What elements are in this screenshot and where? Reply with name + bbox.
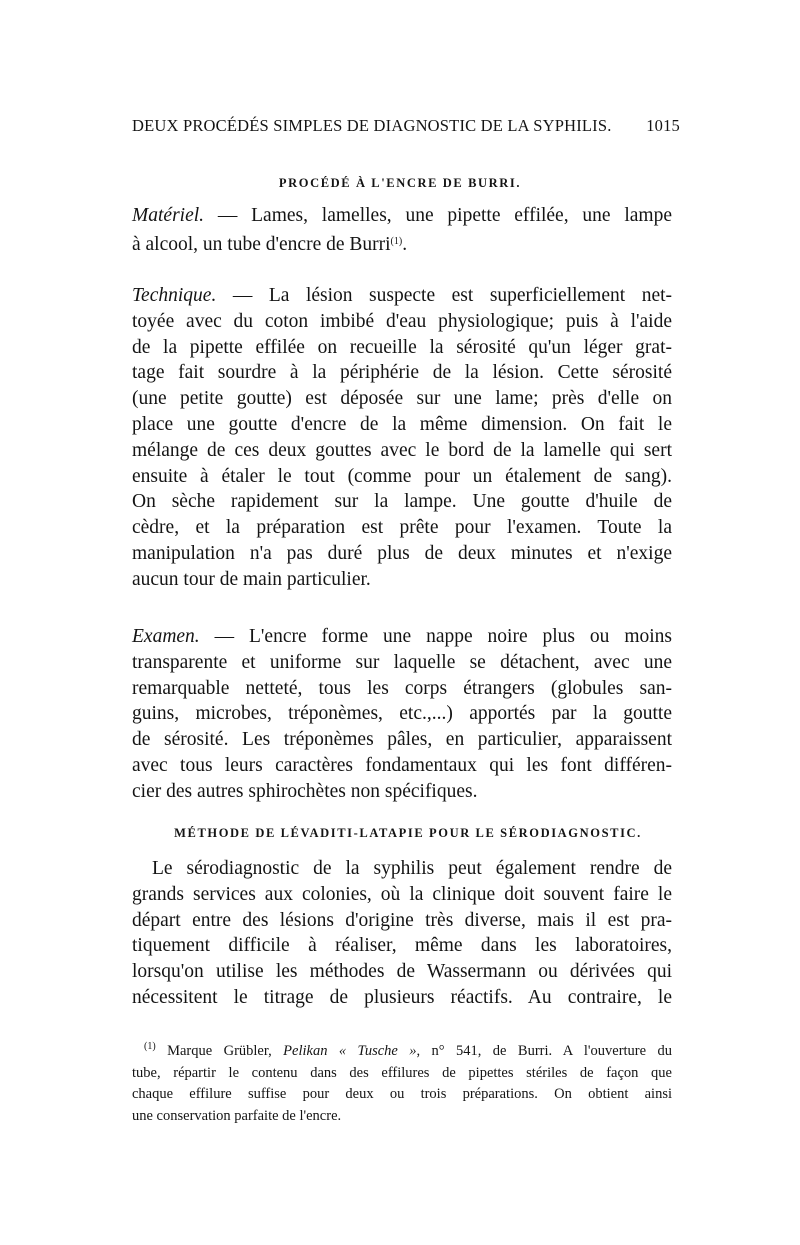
page-number: 1015 — [646, 116, 680, 135]
text-line: On sèche rapidement sur la lampe. Une goutte d'huile de — [132, 491, 672, 513]
examen-label: Examen. — [132, 626, 200, 647]
section-title-levaditi: MÉTHODE DE LÉVADITI-LATAPIE POUR LE SÉRODIAGNOSTIC. — [174, 826, 642, 840]
footnote-ref: (1) — [390, 235, 403, 247]
footnote-line: tube, répartir le contenu dans des effilures de pipettes stériles de façon que — [132, 1064, 672, 1081]
text-line: remarquable netteté, tous les corps étrangers (globules san- — [132, 677, 672, 699]
footnote-line — [132, 1036, 672, 1063]
text-line: avec tous leurs caractères fondamentaux qui les font différen- — [132, 754, 672, 776]
text-line: manipulation n'a pas duré plus de deux minutes et n'exige — [132, 542, 672, 564]
technique-label: Technique. — [132, 285, 217, 306]
text-line: guins, microbes, tréponèmes, etc.,...) apportés par la goutte — [132, 703, 672, 725]
footnote — [132, 1036, 672, 1127]
footnote-line: une conservation parfaite de l'encre. — [132, 1107, 342, 1124]
materiel-end: . — [402, 233, 408, 255]
running-header — [132, 116, 680, 136]
text-line: de sérosité. Les tréponèmes pâles, en particulier, apparaissent — [132, 729, 672, 751]
footnote-text: Marque Grübler, — [167, 1043, 272, 1059]
examen-line-1: — L'encre forme une nappe noire plus ou moins — [214, 626, 672, 647]
text-line: cier des autres sphirochètes non spécifiques. — [132, 780, 478, 802]
text-line: place une goutte d'encre de la même dimension. On fait le — [132, 413, 672, 435]
text-line: Le sérodiagnostic de la syphilis peut également rendre de — [152, 858, 672, 879]
text-line: toyée avec du coton imbibé d'eau physiologique; puis à l'aide — [132, 310, 672, 332]
text-line — [132, 229, 672, 258]
text-line — [132, 283, 672, 309]
text-line: ensuite à étaler le tout (comme pour un étalement de sang). — [132, 465, 672, 487]
paragraph-technique — [132, 283, 672, 593]
text-line — [132, 624, 672, 650]
text-line: lorsqu'on utilise les méthodes de Wassermann ou dérivées qui — [132, 961, 672, 983]
technique-line-1: — La lésion suspecte est superficiellement net- — [232, 285, 673, 306]
text-line — [132, 203, 672, 229]
text-line: grands services aux colonies, où la clinique doit souvent faire le — [132, 883, 672, 905]
text-line: tiquement difficile à réaliser, même dans les laboratoires, — [132, 935, 672, 957]
paragraph-serodiagnostic — [132, 856, 672, 1011]
footnote-mark: (1) — [144, 1041, 156, 1052]
text-line: mélange de ces deux gouttes avec le bord de la lamelle qui sert — [132, 439, 672, 461]
materiel-line-2: à alcool, un tube d'encre de Burri — [132, 233, 391, 255]
running-title: DEUX PROCÉDÉS SIMPLES DE DIAGNOSTIC DE LA SYPHILIS. — [132, 116, 612, 135]
text-line: (une petite goutte) est déposée sur une lame; près d'elle on — [132, 388, 672, 410]
materiel-label: Matériel. — [132, 205, 205, 226]
text-line: cèdre, et la préparation est prête pour l'examen. Toute la — [132, 517, 672, 539]
footnote-line: chaque effilure suffise pour deux ou trois préparations. On obtient ainsi — [132, 1086, 672, 1102]
text-line: tage fait sourdre à la périphérie de la lésion. Cette sérosité — [132, 362, 672, 384]
text-line: de la pipette effilée on recueille la sérosité qu'un léger grat- — [132, 336, 672, 358]
footnote-italic: Pelikan « Tusche » — [283, 1043, 417, 1059]
paragraph-examen — [132, 624, 672, 805]
section-title-burri: PROCÉDÉ À L'ENCRE DE BURRI. — [278, 176, 522, 190]
text-line: aucun tour de main particulier. — [132, 568, 371, 590]
footnote-text: , n° 541, de Burri. A l'ouverture du — [416, 1043, 672, 1059]
text-line: départ entre des lésions d'origine très diverse, mais il est pra- — [132, 909, 672, 931]
text-line: nécessitent le titrage de plusieurs réactifs. Au contraire, le — [132, 986, 672, 1008]
materiel-line-1: — Lames, lamelles, une pipette effilée, une lampe — [217, 205, 672, 226]
paragraph-materiel — [132, 203, 672, 258]
text-line: transparente et uniforme sur laquelle se détachent, avec une — [132, 651, 672, 673]
